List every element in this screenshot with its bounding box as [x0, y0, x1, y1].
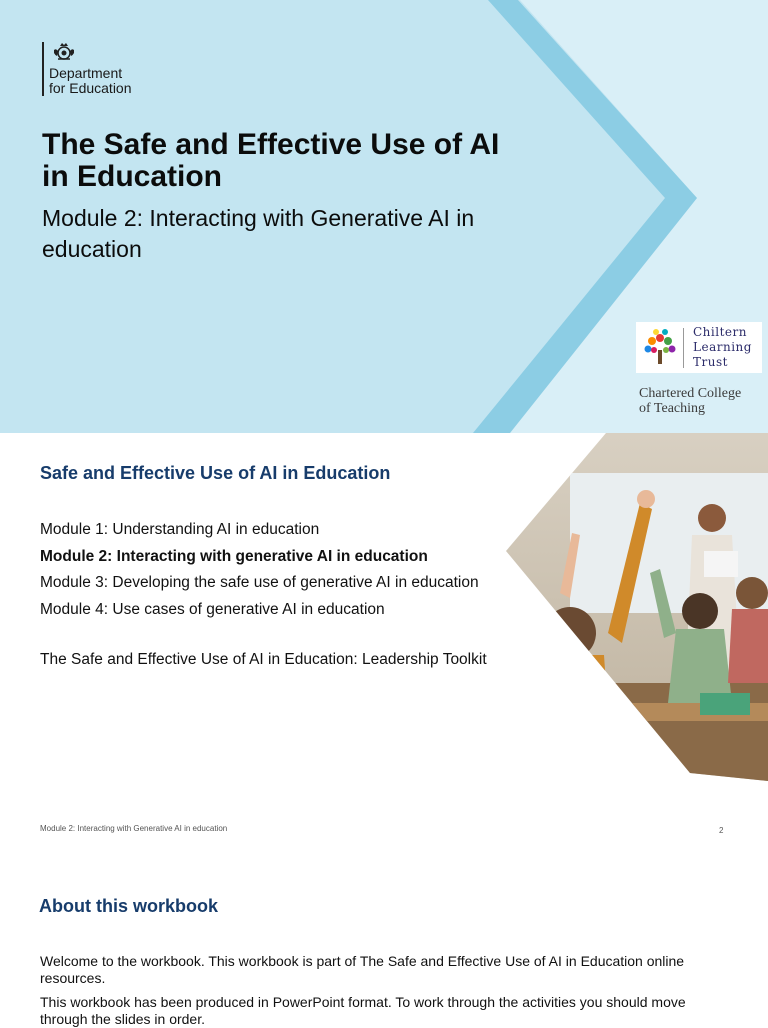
format-paragraph: This workbook has been produced in PowerPoint format. To work through the activities you should move through the slides in order. [40, 994, 686, 1027]
chartered-college-logo [639, 386, 741, 416]
partner2-line-1: Chartered College [639, 386, 742, 401]
royal-crest-icon [52, 42, 76, 62]
chiltern-logo [636, 322, 762, 373]
chiltern-divider [683, 328, 684, 368]
leadership-toolkit-link[interactable]: The Safe and Effective Use of AI in Education: Leadership Toolkit [40, 651, 487, 668]
module-1-link[interactable]: Module 1: Understanding AI in education [40, 521, 320, 538]
org-line-2: for Education [49, 80, 132, 96]
slide-footer: Module 2: Interacting with Generative AI in education [40, 824, 228, 833]
contents-slide [0, 433, 768, 853]
partner2-line-2: of Teaching [639, 401, 706, 416]
cover-title: The Safe and Effective Use of AI in Education [42, 128, 500, 193]
dfe-wordmark [49, 66, 132, 96]
logo-divider [42, 42, 44, 96]
contents-heading: Safe and Effective Use of AI in Education [40, 463, 391, 483]
chiltern-wordmark [693, 325, 752, 370]
module-2-link[interactable]: Module 2: Interacting with generative AI in education [40, 547, 428, 565]
about-heading: About this workbook [39, 896, 218, 916]
cover-slide [0, 0, 768, 433]
intro-paragraph: Welcome to the workbook. This workbook is part of The Safe and Effective Use of AI in Education online resources. [40, 953, 685, 986]
classroom-photo [0, 433, 768, 853]
org-line-1: Department [49, 65, 123, 81]
tree-icon [640, 326, 680, 368]
module-4-link[interactable]: Module 4: Use cases of generative AI in education [40, 601, 385, 619]
module-list [40, 517, 479, 624]
partner1-line-3: Trust [693, 355, 728, 369]
page-number: 2 [719, 826, 724, 835]
module-3-link[interactable]: Module 3: Developing the safe use of generative AI in education [40, 574, 479, 592]
cover-subtitle: Module 2: Interacting with Generative AI in education [42, 205, 475, 262]
partner1-line-1: Chiltern [693, 325, 747, 339]
partner1-line-2: Learning [693, 340, 752, 354]
